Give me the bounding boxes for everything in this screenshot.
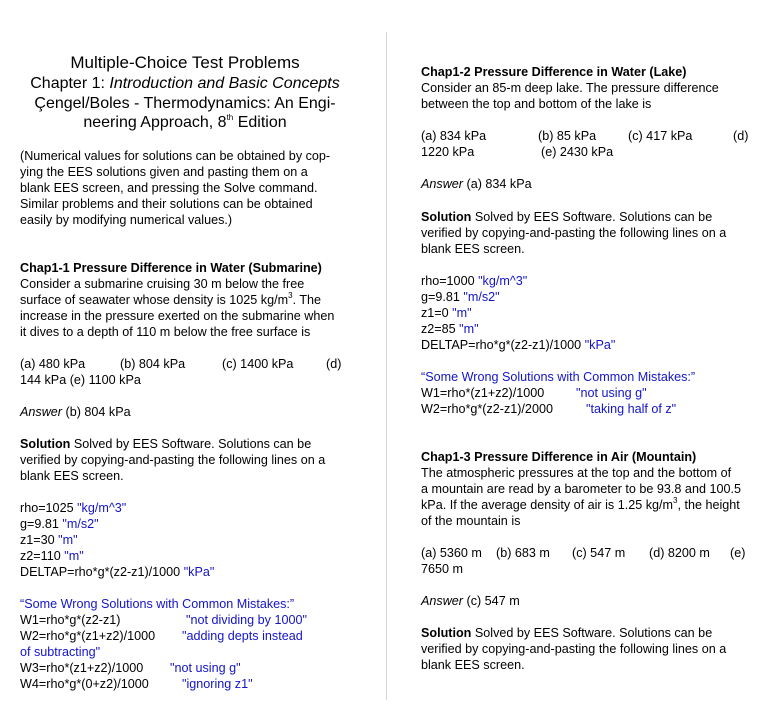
mistake-code: W3=rho*(z1+z2)/1000 [20,661,144,675]
problem2-text-line: Consider an 85-m deep lake. The pressure difference [421,81,719,95]
problem3-text-line: The atmospheric pressures at the top and the bottom of [421,466,732,480]
problem3-text-line: a mountain are read by a barometer to be 93.8 and 100.5 [421,482,741,496]
option-e: (e) [730,546,746,560]
problem3-heading: Chap1-3 Pressure Difference in Air (Mountain) [421,450,697,464]
mistake-note: "adding depts instead [182,629,303,643]
option-a: (a) 480 kPa [20,357,86,371]
mistakes-header: “Some Wrong Solutions with Common Mistakes:” [20,597,295,611]
problem2-heading: Chap1-2 Pressure Difference in Water (Lake) [421,65,687,79]
option-d-value: 1220 kPa [421,145,475,159]
option-d: (d) [326,357,342,371]
problem1-solution: Solution Solved by EES Software. Solutions can be [20,437,312,451]
mistake-note: of subtracting" [20,645,101,659]
mistake-note: "not using g" [170,661,241,675]
option-b: (b) 804 kPa [120,357,186,371]
mistake-code: W1=rho*g*(z2-z1) [20,613,121,627]
problem3-solution-line: blank EES screen. [421,658,525,672]
problem3-text-line: kPa. If the average density of air is 1.25 $kg/m^3$, the height [421,495,740,512]
code-line: z2=85 "m" [421,322,479,336]
mistake-code: W1=rho*(z1+z2)/1000 [421,386,545,400]
option-a: (a) 5360 m [421,546,482,560]
code-line: rho=1025 "kg/m^3" [20,501,127,515]
option-b: (b) 85 kPa [538,129,597,143]
code-line: DELTAP=rho*g*(z2-z1)/1000 "kPa" [421,338,616,352]
option-e-value: 7650 m [421,562,464,576]
problem3-text-line: of the mountain is [421,514,521,528]
problem2-answer: Answer (a) 834 kPa [421,177,532,191]
intro-line: easily by modifying numerical values.) [20,213,233,227]
problem2-solution-line: blank EES screen. [421,242,525,256]
option-e: (e) 2430 kPa [541,145,614,159]
code-line: rho=1000 "kg/m^3" [421,274,528,288]
option-c: (c) 547 m [572,546,626,560]
doc-title: Multiple-Choice Test Problems [70,53,300,72]
mistake-code: W4=rho*g*(0+z2)/1000 [20,677,149,691]
problem2-text-line: between the top and bottom of the lake is [421,97,652,111]
problem1-heading: Chap1-1 Pressure Difference in Water (Submarine) [20,261,322,275]
problem1-text-line: surface of seawater whose density is 1025 $kg/m^3$. The [20,290,322,307]
mistake-note: "taking half of z" [586,402,677,416]
mistake-note: "not dividing by 1000" [186,613,307,627]
option-c: (c) 417 kPa [628,129,693,143]
mistake-note: "ignoring z1" [182,677,253,691]
option-a: (a) 834 kPa [421,129,487,143]
option-b: (b) 683 m [496,546,550,560]
problem2-solution: Solution Solved by EES Software. Solutions can be [421,210,713,224]
problem3-answer: Answer (c) 547 m [421,594,520,608]
problem3-solution: Solution Solved by EES Software. Solutions can be [421,626,713,640]
column-divider [386,32,387,700]
code-line: g=9.81 "m/s2" [421,290,500,304]
mistake-code: W2=rho*g*(z2-z1)/2000 [421,402,553,416]
intro-line: (Numerical values for solutions can be obtained by cop- [20,149,331,163]
problem1-solution-line: verified by copying-and-pasting the following lines on a [20,453,326,467]
option-d-e: 144 kPa (e) 1100 kPa [20,373,141,387]
problem1-text-line: Consider a submarine cruising 30 m below the free [20,277,305,291]
problem1-text-line: increase in the pressure exerted on the submarine when [20,309,335,323]
mistake-note: "not using g" [576,386,647,400]
problem2-solution-line: verified by copying-and-pasting the following lines on a [421,226,727,240]
problem3-solution-line: verified by copying-and-pasting the following lines on a [421,642,727,656]
option-d: (d) [733,129,749,143]
book-line-2: neering Approach, 8th Edition [83,112,287,131]
chapter-line: Chapter 1: Introduction and Basic Concepts [30,75,340,92]
option-c: (c) 1400 kPa [222,357,294,371]
mistake-code: W2=rho*g*(z1+z2)/1000 [20,629,156,643]
code-line: z1=30 "m" [20,533,78,547]
intro-line: blank EES screen, and pressing the Solve command. [20,181,318,195]
code-line: DELTAP=rho*g*(z2-z1)/1000 "kPa" [20,565,215,579]
book-line-1: Çengel/Boles - Thermodynamics: An Engi- [34,95,336,112]
code-line: z1=0 "m" [421,306,472,320]
problem1-answer: Answer (b) 804 kPa [20,405,131,419]
intro-line: ying the EES solutions given and pasting them on a [20,165,308,179]
problem1-solution-line: blank EES screen. [20,469,124,483]
code-line: z2=110 "m" [20,549,84,563]
problem1-text-line: it dives to a depth of 110 m below the free surface is [20,325,311,339]
code-line: g=9.81 "m/s2" [20,517,99,531]
mistakes-header: “Some Wrong Solutions with Common Mistakes:” [421,370,696,384]
intro-line: Similar problems and their solutions can be obtained [20,197,313,211]
option-d: (d) 8200 m [649,546,710,560]
